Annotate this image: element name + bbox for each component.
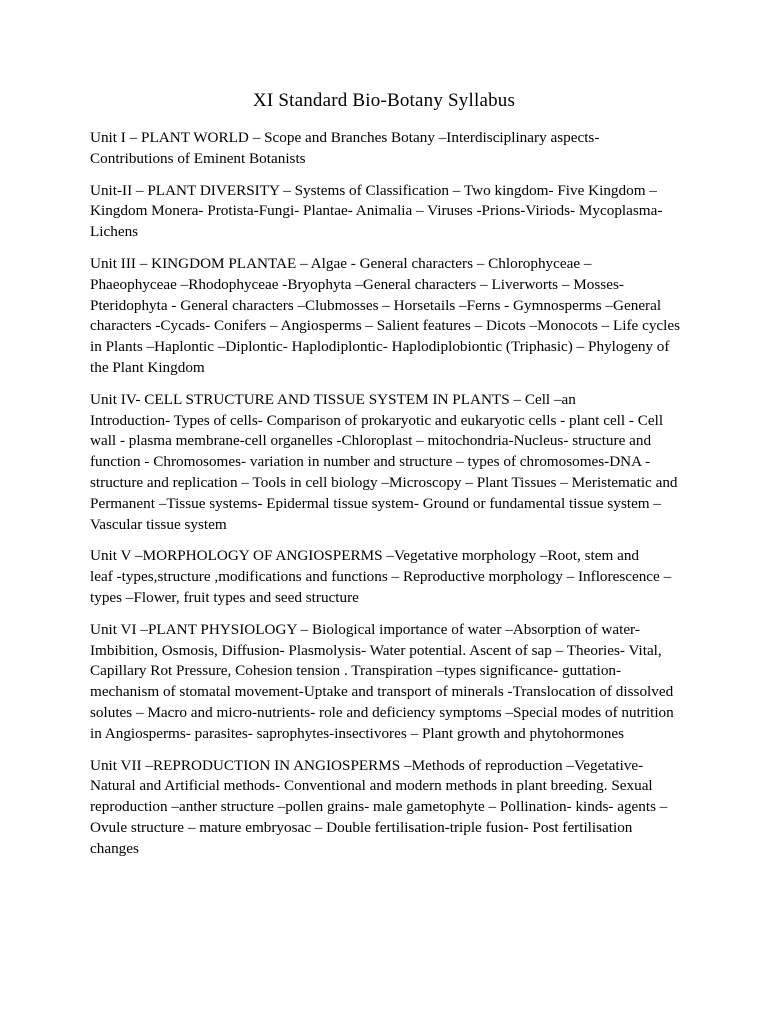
unit-4-line-4: function - Chromosomes- variation in number and structure – types of chromosomes-DNA - <box>90 453 651 471</box>
unit-7-line-4: Ovule structure – mature embryosac – Double fertilisation-triple fusion- Post fertilisation <box>90 818 633 836</box>
unit-7 <box>90 756 690 860</box>
unit-5 <box>90 546 690 608</box>
unit-4-line-1: Unit IV- CELL STRUCTURE AND TISSUE SYSTEM IN PLANTS – Cell –an <box>90 390 576 408</box>
unit-4-line-6: Permanent –Tissue systems- Epidermal tissue system- Ground or fundamental tissue system – <box>90 494 662 512</box>
unit-2-line-3: Lichens <box>90 223 139 241</box>
unit-1-line-1: Unit I – PLANT WORLD – Scope and Branches Botany –Interdisciplinary aspects- <box>90 129 600 146</box>
unit-6-line-5: solutes – Macro and micro-nutrients- role and deficiency symptoms –Special modes of nutrition <box>90 703 674 721</box>
unit-6-line-3: Capillary Rot Pressure, Cohesion tension . Transpiration –types significance- guttation- <box>90 662 622 680</box>
unit-7-line-5: changes <box>90 839 139 857</box>
unit-4-line-7: Vascular tissue system <box>90 515 227 533</box>
unit-6-line-2: Imbibition, Osmosis, Diffusion- Plasmolysis- Water potential. Ascent of sap – Theories- Vital, <box>90 641 662 659</box>
unit-3-line-4: characters -Cycads- Conifers – Angiosperms – Salient features – Dicots –Monocots – Life cycles <box>90 317 681 335</box>
unit-7-line-2: Natural and Artificial methods- Conventional and modern methods in plant breeding. Sexual <box>90 777 653 795</box>
unit-1-line-2: Contributions of Eminent Botanists <box>90 149 306 167</box>
page-title: XI Standard Bio-Botany Syllabus <box>252 90 516 111</box>
unit-5-line-1: Unit V –MORPHOLOGY OF ANGIOSPERMS –Vegetative morphology –Root, stem and <box>90 547 640 565</box>
unit-6-line-6: in Angiosperms- parasites- saprophytes-insectivores – Plant growth and phytohormones <box>90 724 625 742</box>
unit-5-line-3: types –Flower, fruit types and seed structure <box>90 588 359 606</box>
unit-5-line-2: leaf -types,structure ,modifications and functions – Reproductive morphology – Inflorescence – <box>90 568 672 586</box>
unit-3 <box>90 254 690 379</box>
unit-6-line-1: Unit VI –PLANT PHYSIOLOGY – Biological importance of water –Absorption of water- <box>90 620 640 638</box>
syllabus-units <box>90 128 690 871</box>
unit-4-line-5: structure and replication – Tools in cell biology –Microscopy – Plant Tissues – Meristematic and <box>90 473 678 491</box>
unit-3-line-5: in Plants –Haplontic –Diplontic- Haplodiplontic- Haplodiplobiontic (Triphasic) – Phylogeny of <box>90 338 670 356</box>
unit-2-line-2: Kingdom Monera- Protista-Fungi- Plantae- Animalia – Viruses -Prions-Viriods- Mycoplasma- <box>90 202 663 220</box>
unit-6 <box>90 620 690 745</box>
unit-4 <box>90 390 690 536</box>
unit-2-line-1: Unit-II – PLANT DIVERSITY – Systems of Classification – Two kingdom- Five Kingdom – <box>90 181 657 199</box>
unit-1 <box>90 128 690 170</box>
unit-3-line-3: Pteridophyta - General characters –Clubmosses – Horsetails –Ferns - Gymnosperms –General <box>90 296 662 314</box>
unit-2 <box>90 181 690 243</box>
unit-6-line-4: mechanism of stomatal movement-Uptake and transport of minerals -Translocation of dissolved <box>90 683 674 701</box>
unit-4-line-3: wall - plasma membrane-cell organelles -Chloroplast – mitochondria-Nucleus- structure and <box>90 432 652 450</box>
unit-4-line-2: Introduction- Types of cells- Comparison of prokaryotic and eukaryotic cells - plant cell - Cell <box>90 411 664 429</box>
unit-3-line-6: the Plant Kingdom <box>90 358 205 376</box>
unit-3-line-1: Unit III – KINGDOM PLANTAE – Algae - General characters – Chlorophyceae – <box>90 254 592 272</box>
unit-7-line-1: Unit VII –REPRODUCTION IN ANGIOSPERMS –Methods of reproduction –Vegetative- <box>90 756 644 774</box>
unit-3-line-2: Phaeophyceae –Rhodophyceae -Bryophyta –General characters – Liverworts – Mosses- <box>90 275 624 293</box>
unit-7-line-3: reproduction –anther structure –pollen grains- male gametophyte – Pollination- kinds- agents – <box>90 798 668 816</box>
